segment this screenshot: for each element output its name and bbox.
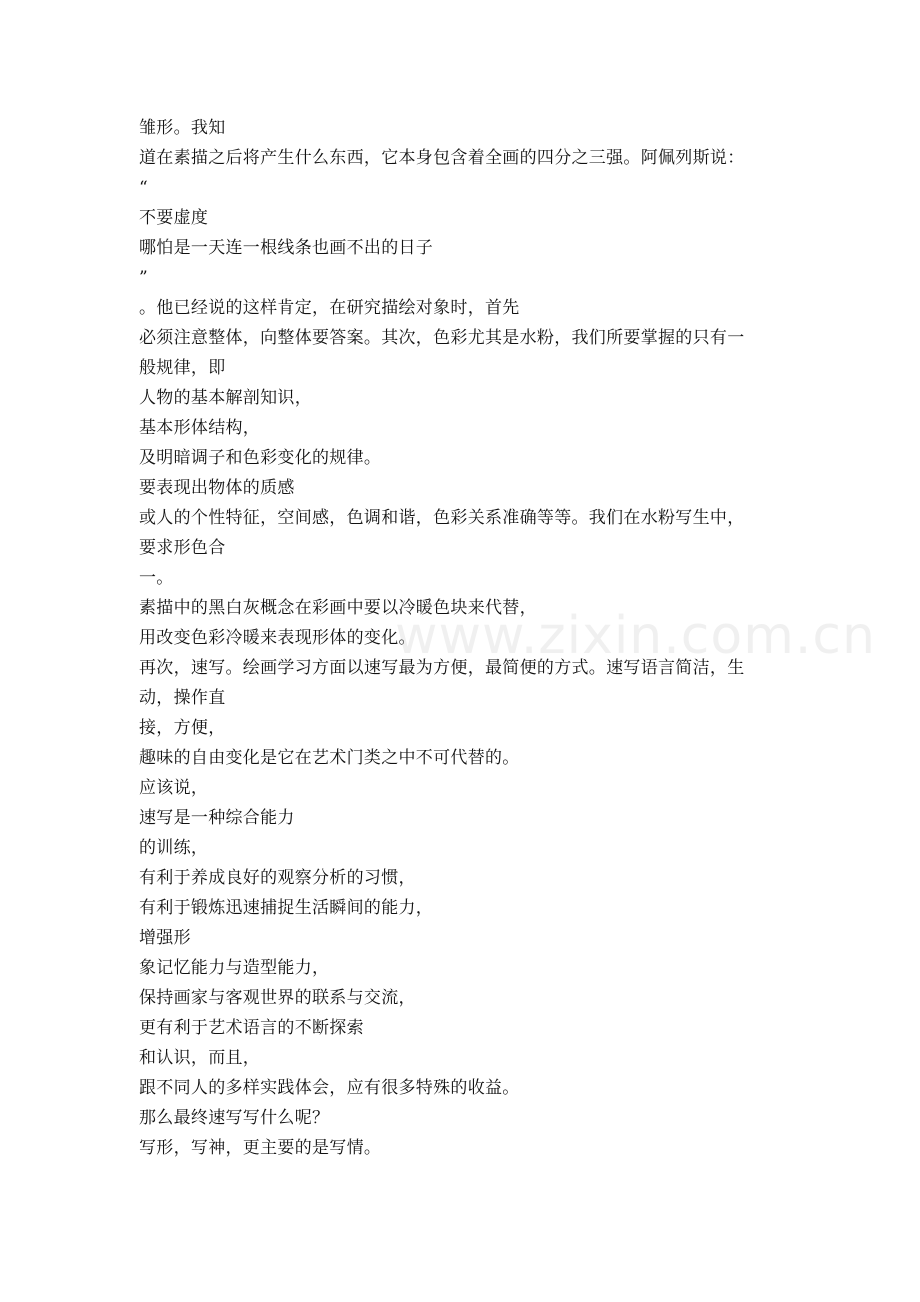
text-line: 速写是一种综合能力 <box>139 808 295 828</box>
text-line: 一。 <box>139 568 174 588</box>
text-line: 更有利于艺术语言的不断探索 <box>139 1018 364 1038</box>
text-line: “ <box>139 178 148 198</box>
text-line: 雏形。我知 <box>139 118 226 138</box>
watermark: www.zixin.com.cn <box>395 606 876 666</box>
text-line: 哪怕是一天连一根线条也画不出的日子 <box>139 238 434 258</box>
text-line: 要表现出物体的质感 <box>139 478 295 498</box>
text-line: 有利于锻炼迅速捕捉生活瞬间的能力， <box>139 898 434 918</box>
text-line: 应该说， <box>139 778 209 798</box>
text-line: 那么最终速写写什么呢？ <box>139 1108 330 1128</box>
text-line: 道在素描之后将产生什么东西，它本身包含着全画的四分之三强。阿佩列斯说： <box>139 148 745 168</box>
text-line: 保持画家与客观世界的联系与交流， <box>139 988 416 1008</box>
text-line: 素描中的黑白灰概念在彩画中要以冷暖色块来代替， <box>139 598 537 618</box>
text-line: 人物的基本解剖知识， <box>139 388 312 408</box>
text-line: 般规律，即 <box>139 358 226 378</box>
text-line: 或人的个性特征，空间感，色调和谐，色彩关系准确等等。我们在水粉写生中， <box>139 508 745 528</box>
text-line: 用改变色彩冷暖来表现形体的变化。 <box>139 628 416 648</box>
text-line: 的训练， <box>139 838 209 858</box>
text-line: 必须注意整体，向整体要答案。其次，色彩尤其是水粉，我们所要掌握的只有一 <box>139 328 745 348</box>
text-line: 不要虚度 <box>139 208 209 228</box>
text-line: ” <box>139 268 148 288</box>
text-line: 及明暗调子和色彩变化的规律。 <box>139 448 382 468</box>
text-line: 。他已经说的这样肯定，在研究描绘对象时，首先 <box>139 298 520 318</box>
text-line: 象记忆能力与造型能力， <box>139 958 330 978</box>
text-line: 跟不同人的多样实践体会，应有很多特殊的收益。 <box>139 1078 520 1098</box>
text-line: 要求形色合 <box>139 538 226 558</box>
text-line: 和认识，而且， <box>139 1048 261 1068</box>
text-line: 趣味的自由变化是它在艺术门类之中不可代替的。 <box>139 748 520 768</box>
text-line: 写形，写神，更主要的是写情。 <box>139 1138 382 1158</box>
text-line: 再次，速写。绘画学习方面以速写最为方便，最简便的方式。速写语言简洁，生 <box>139 658 745 678</box>
text-line: 增强形 <box>139 928 191 948</box>
text-line: 接，方便， <box>139 718 226 738</box>
text-line: 动，操作直 <box>139 688 226 708</box>
text-line: 基本形体结构， <box>139 418 261 438</box>
text-line: 有利于养成良好的观察分析的习惯， <box>139 868 416 888</box>
